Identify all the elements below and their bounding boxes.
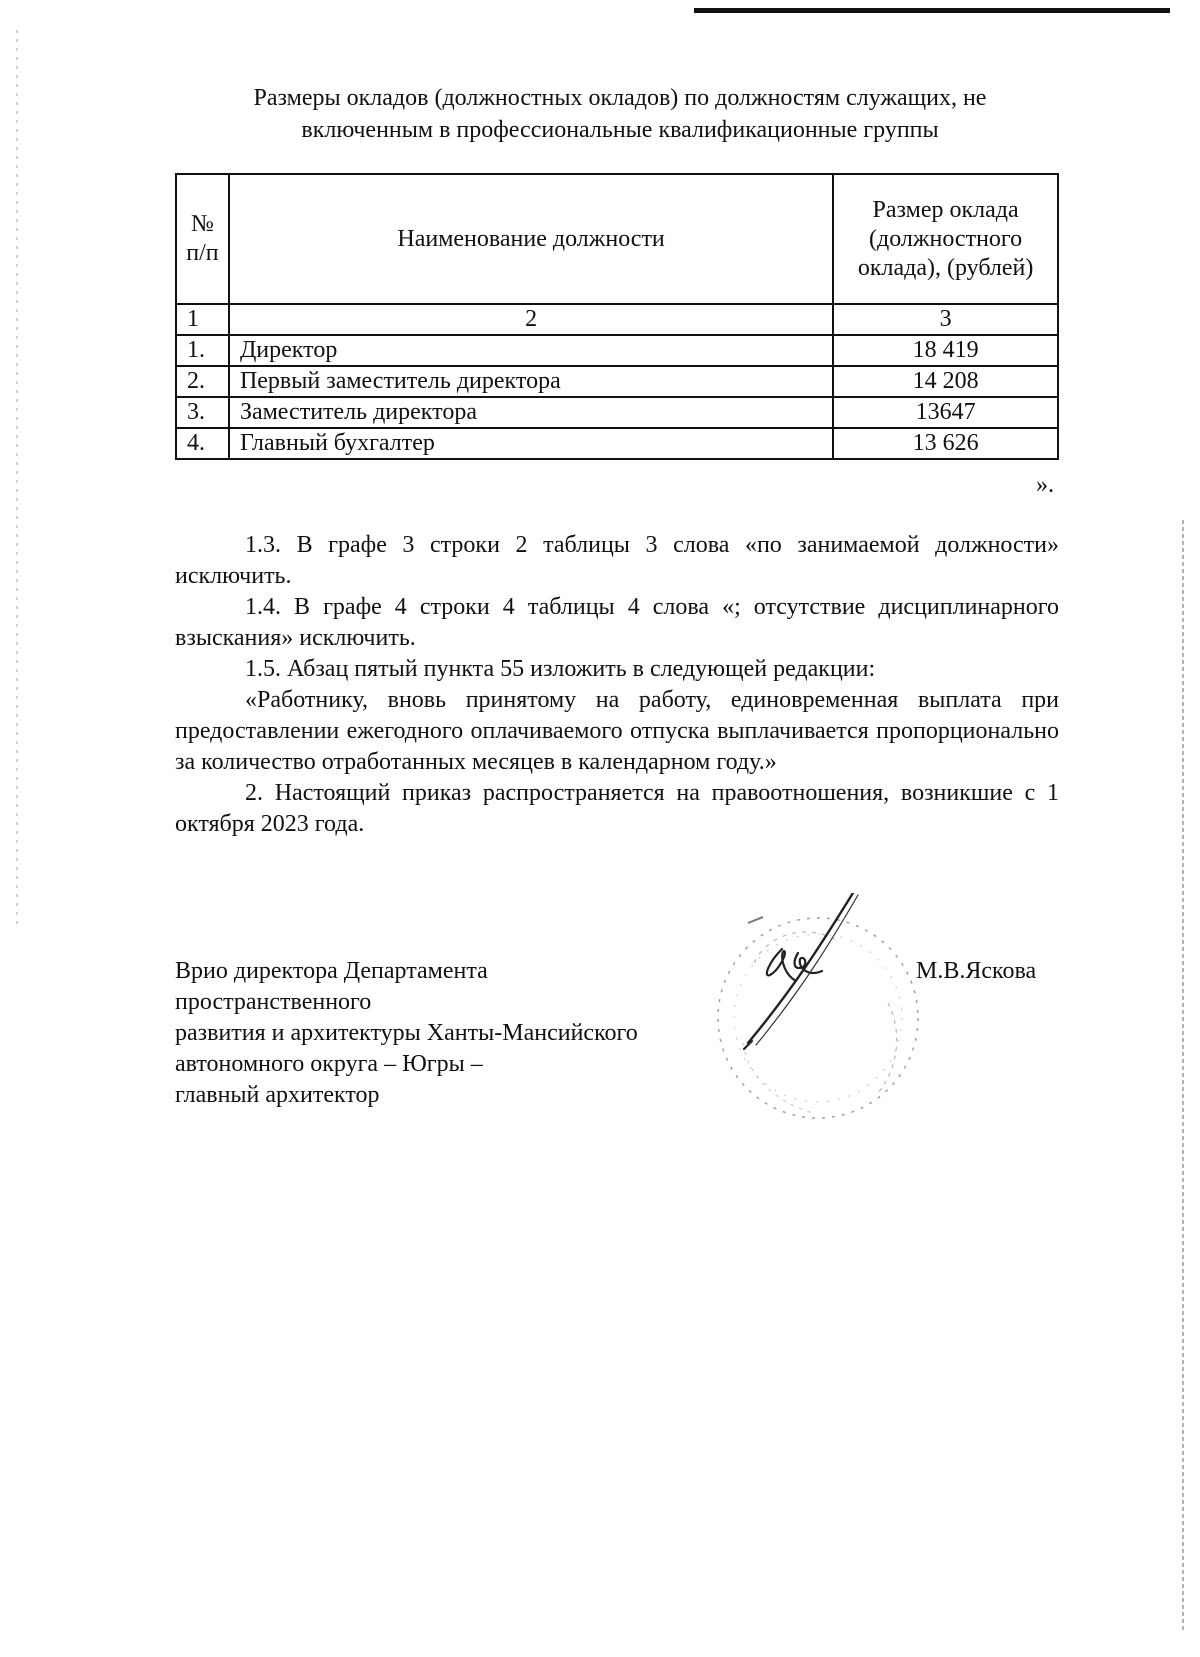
signature-line: развития и архитектуры Ханты-Мансийского	[175, 1020, 638, 1046]
row-salary: 14 208	[833, 366, 1058, 397]
signature-line: пространственного	[175, 989, 372, 1015]
salary-table	[175, 173, 1059, 460]
top-rule	[694, 8, 1170, 13]
body-text	[175, 530, 1059, 840]
row-salary: 13647	[833, 397, 1058, 428]
paragraph-1-4: 1.4. В графе 4 строки 4 таблицы 4 слова «; отсутствие дисциплинарного взыскания» исключить.	[175, 594, 1059, 651]
header-num: № п/п	[176, 174, 229, 304]
signer-name: М.В.Яскова	[916, 958, 1037, 984]
row-salary: 13 626	[833, 428, 1058, 459]
index-cell: 3	[833, 304, 1058, 335]
signature-line: главный архитектор	[175, 1082, 380, 1108]
table-row	[176, 335, 1058, 366]
row-num: 2.	[176, 366, 229, 397]
row-position: Главный бухгалтер	[229, 428, 833, 459]
index-cell: 1	[176, 304, 229, 335]
paragraph-1-5: 1.5. Абзац пятый пункта 55 изложить в следующей редакции:	[245, 656, 876, 682]
paragraph-1-3: 1.3. В графе 3 строки 2 таблицы 3 слова «по занимаемой должности» исключить.	[175, 532, 1059, 589]
row-position: Первый заместитель директора	[229, 366, 833, 397]
paragraph-quote: «Работнику, вновь принятому на работу, единовременная выплата при предоставлении ежегодного оплачиваемого отпуска выплачивается пропорционально за количество отработанных месяцев в календарном году.»	[175, 687, 1059, 775]
stamp-inner-ring	[734, 934, 902, 1102]
document-title-line-1: Размеры окладов (должностных окладов) по должностям служащих, не	[253, 85, 987, 111]
row-num: 3.	[176, 397, 229, 428]
row-num: 4.	[176, 428, 229, 459]
table-header-row	[176, 174, 1058, 304]
header-name: Наименование должности	[229, 174, 833, 304]
signature-title-block	[175, 956, 735, 1111]
row-position: Заместитель директора	[229, 397, 833, 428]
table-index-row	[176, 304, 1058, 335]
table-row	[176, 397, 1058, 428]
signature-line: автономного округа – Югры –	[175, 1051, 483, 1077]
table-row	[176, 366, 1058, 397]
document-title	[160, 82, 1080, 146]
paragraph-2: 2. Настоящий приказ распространяется на правоотношения, возникшие с 1 октября 2023 года.	[175, 780, 1059, 837]
scan-edge-right	[1182, 520, 1184, 1630]
scan-edge-left	[16, 30, 18, 930]
row-num: 1.	[176, 335, 229, 366]
table-closing-quote: ».	[1036, 472, 1054, 498]
row-position: Директор	[229, 335, 833, 366]
row-salary: 18 419	[833, 335, 1058, 366]
table-row	[176, 428, 1058, 459]
document-title-line-2: включенным в профессиональные квалификационные группы	[301, 117, 939, 143]
header-salary: Размер оклада (должностного оклада), (рублей)	[833, 174, 1058, 304]
index-cell: 2	[229, 304, 833, 335]
official-stamp-with-signature	[708, 893, 988, 1143]
signature-line: Врио директора Департамента	[175, 958, 488, 984]
